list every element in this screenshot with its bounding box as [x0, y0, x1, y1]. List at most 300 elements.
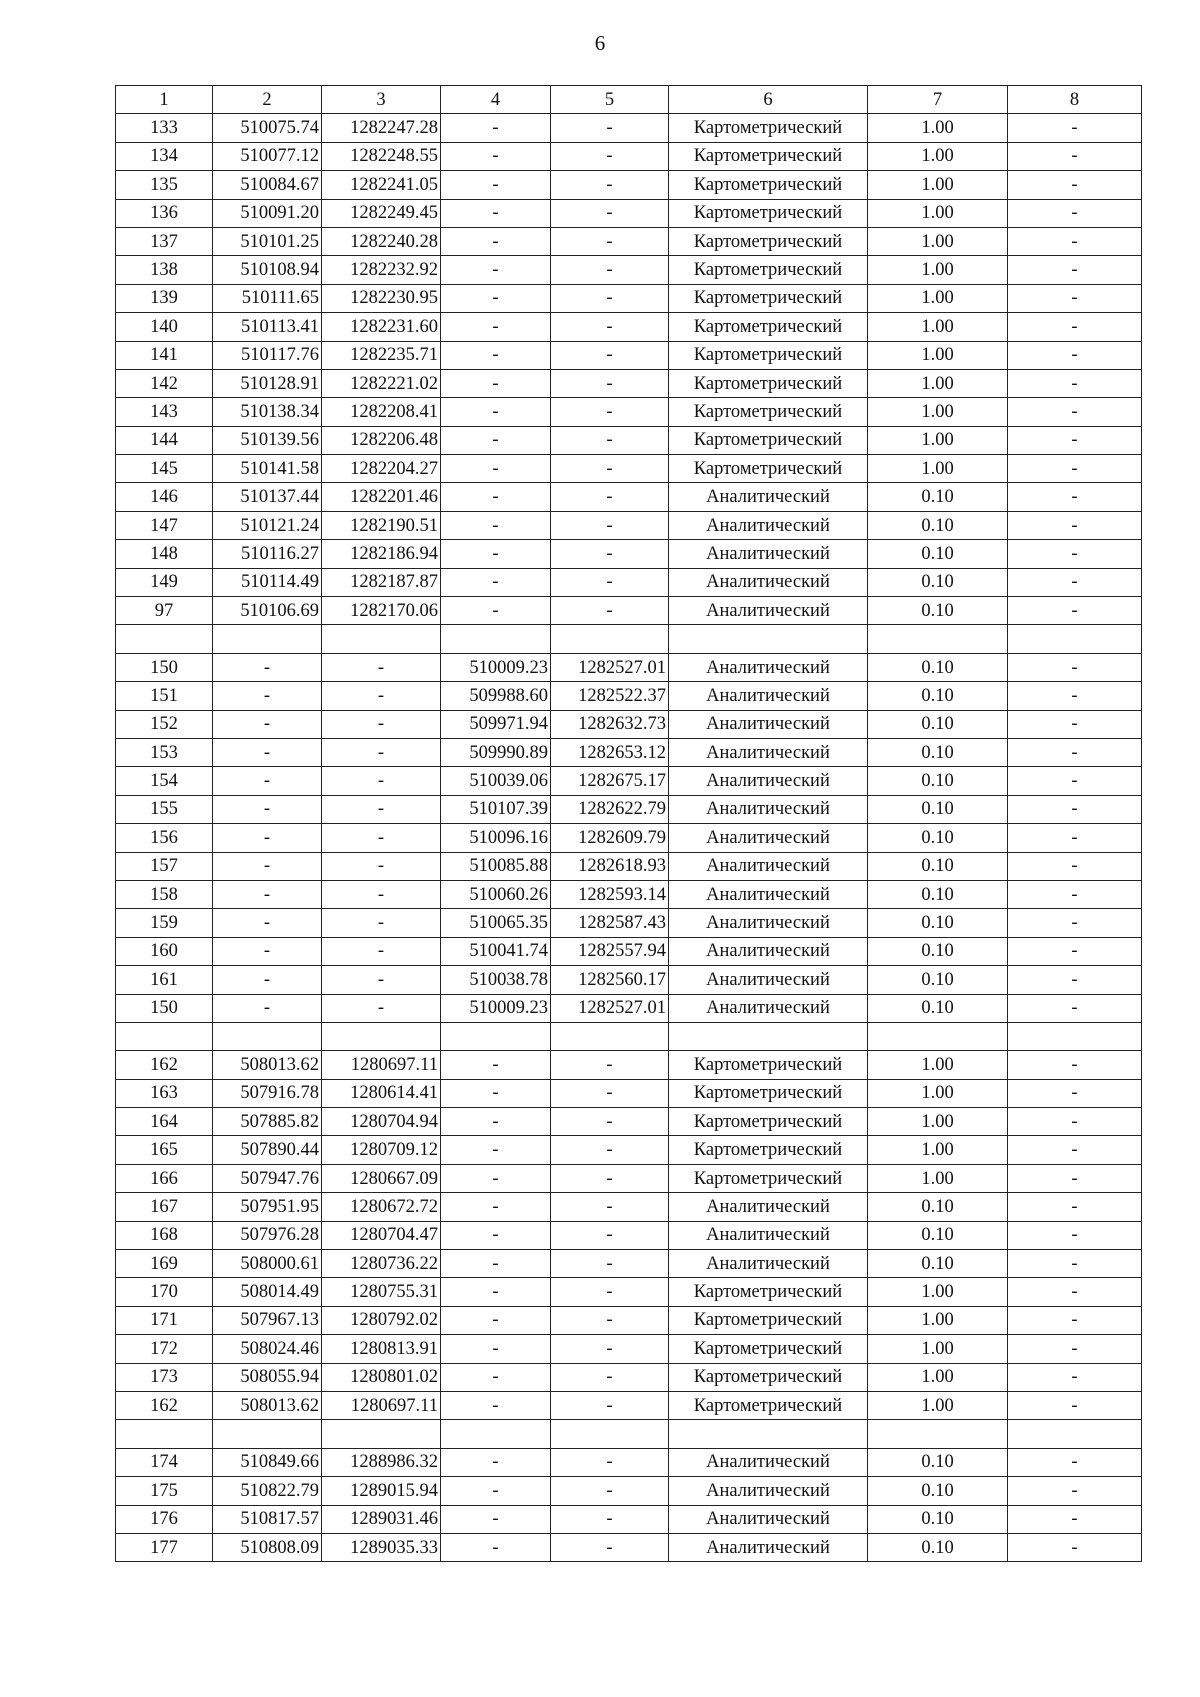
cell-new-x: -: [441, 1477, 551, 1505]
cell-new-x: -: [441, 1108, 551, 1136]
column-header-point-number: 1: [116, 86, 213, 114]
cell-new-x: -: [441, 1250, 551, 1278]
table-row: [116, 1164, 1142, 1192]
cell-point-number: 97: [116, 597, 213, 625]
cell-accuracy: 0.10: [868, 597, 1008, 625]
cell-description: -: [1008, 483, 1142, 511]
cell-existing-y: -: [322, 852, 441, 880]
cell-existing-y: 1289015.94: [322, 1477, 441, 1505]
cell-existing-x: 508013.62: [213, 1391, 322, 1419]
cell-new-y: -: [551, 568, 669, 596]
cell-new-y: -: [551, 1108, 669, 1136]
cell-method: Аналитический: [669, 511, 868, 539]
cell-new-x: -: [441, 1193, 551, 1221]
cell-new-x: -: [441, 1278, 551, 1306]
cell-existing-x: -: [213, 738, 322, 766]
table-row: [116, 1051, 1142, 1079]
cell-description: -: [1008, 1391, 1142, 1419]
cell-existing-x: 510084.67: [213, 171, 322, 199]
cell-description: -: [1008, 795, 1142, 823]
cell-new-y: 1282557.94: [551, 937, 669, 965]
cell-description: -: [1008, 767, 1142, 795]
cell-accuracy: 0.10: [868, 540, 1008, 568]
cell-description: -: [1008, 937, 1142, 965]
cell-new-x: -: [441, 1306, 551, 1334]
table-row: [116, 937, 1142, 965]
cell-accuracy: 0.10: [868, 511, 1008, 539]
cell-existing-y: -: [322, 880, 441, 908]
cell-new-x: -: [441, 597, 551, 625]
cell-point-number: 143: [116, 398, 213, 426]
cell-new-x: -: [441, 1363, 551, 1391]
cell-existing-y: 1282170.06: [322, 597, 441, 625]
cell-description: -: [1008, 455, 1142, 483]
cell-accuracy: 0.10: [868, 483, 1008, 511]
cell-existing-x: -: [213, 994, 322, 1022]
cell-new-y: -: [551, 369, 669, 397]
cell-point-number: 148: [116, 540, 213, 568]
cell-existing-x: 508000.61: [213, 1250, 322, 1278]
cell-accuracy: 0.10: [868, 738, 1008, 766]
cell-new-x: 510060.26: [441, 880, 551, 908]
cell-existing-x: 510808.09: [213, 1533, 322, 1561]
cell-existing-y: 1280614.41: [322, 1079, 441, 1107]
cell-point-number: 141: [116, 341, 213, 369]
cell-method: Аналитический: [669, 738, 868, 766]
cell-new-y: -: [551, 313, 669, 341]
cell-new-y: 1282587.43: [551, 909, 669, 937]
cell-existing-x: -: [213, 653, 322, 681]
cell-description: -: [1008, 114, 1142, 142]
cell-accuracy: 0.10: [868, 1193, 1008, 1221]
cell-existing-y: 1282247.28: [322, 114, 441, 142]
cell-new-x: -: [441, 227, 551, 255]
cell-accuracy: 1.00: [868, 455, 1008, 483]
cell-new-y: -: [551, 398, 669, 426]
cell-existing-y: 1282208.41: [322, 398, 441, 426]
cell-existing-x: 510822.79: [213, 1477, 322, 1505]
cell-accuracy: 0.10: [868, 966, 1008, 994]
cell-description: -: [1008, 1278, 1142, 1306]
cell-method: Картометрический: [669, 142, 868, 170]
table-row: [116, 398, 1142, 426]
cell-point-number: 162: [116, 1391, 213, 1419]
cell-existing-x: -: [213, 795, 322, 823]
cell-existing-y: 1280801.02: [322, 1363, 441, 1391]
cell-method: Картометрический: [669, 313, 868, 341]
cell-existing-x: -: [213, 937, 322, 965]
cell-existing-x: -: [213, 880, 322, 908]
cell-existing-y: [322, 1022, 441, 1050]
cell-existing-y: 1280736.22: [322, 1250, 441, 1278]
cell-new-y: -: [551, 1221, 669, 1249]
cell-new-y: 1282622.79: [551, 795, 669, 823]
cell-new-y: -: [551, 1079, 669, 1107]
cell-new-x: 510085.88: [441, 852, 551, 880]
cell-existing-x: 510111.65: [213, 284, 322, 312]
cell-new-y: [551, 1420, 669, 1448]
table-row: [116, 852, 1142, 880]
cell-description: -: [1008, 1505, 1142, 1533]
cell-new-y: 1282632.73: [551, 710, 669, 738]
cell-point-number: 172: [116, 1335, 213, 1363]
cell-existing-x: 510077.12: [213, 142, 322, 170]
cell-description: -: [1008, 738, 1142, 766]
cell-existing-x: 510141.58: [213, 455, 322, 483]
table-row: [116, 1221, 1142, 1249]
cell-new-x: 510041.74: [441, 937, 551, 965]
cell-existing-x: -: [213, 824, 322, 852]
column-header-new-y: 5: [551, 86, 669, 114]
cell-existing-x: 510849.66: [213, 1448, 322, 1476]
cell-existing-y: 1282186.94: [322, 540, 441, 568]
cell-description: -: [1008, 966, 1142, 994]
cell-new-x: -: [441, 171, 551, 199]
table-row: [116, 795, 1142, 823]
cell-method: Картометрический: [669, 455, 868, 483]
cell-method: Картометрический: [669, 1335, 868, 1363]
cell-new-x: -: [441, 114, 551, 142]
cell-existing-y: -: [322, 738, 441, 766]
cell-new-y: -: [551, 511, 669, 539]
cell-new-y: -: [551, 1250, 669, 1278]
cell-method: Картометрический: [669, 199, 868, 227]
cell-new-y: -: [551, 1477, 669, 1505]
cell-accuracy: 1.00: [868, 1335, 1008, 1363]
cell-point-number: 174: [116, 1448, 213, 1476]
table-row: [116, 483, 1142, 511]
cell-existing-x: 508024.46: [213, 1335, 322, 1363]
cell-new-y: 1282653.12: [551, 738, 669, 766]
cell-new-x: -: [441, 398, 551, 426]
cell-existing-x: 510113.41: [213, 313, 322, 341]
cell-method: Аналитический: [669, 540, 868, 568]
cell-new-x: -: [441, 483, 551, 511]
cell-point-number: 135: [116, 171, 213, 199]
cell-description: -: [1008, 1448, 1142, 1476]
cell-new-y: 1282618.93: [551, 852, 669, 880]
cell-accuracy: [868, 1420, 1008, 1448]
cell-existing-x: 510114.49: [213, 568, 322, 596]
cell-method: Аналитический: [669, 1505, 868, 1533]
table-row: [116, 1193, 1142, 1221]
table-row: [116, 1108, 1142, 1136]
cell-point-number: 167: [116, 1193, 213, 1221]
cell-description: -: [1008, 1136, 1142, 1164]
cell-new-x: [441, 1022, 551, 1050]
cell-new-x: -: [441, 284, 551, 312]
cell-description: -: [1008, 909, 1142, 937]
cell-method: Картометрический: [669, 1278, 868, 1306]
cell-new-y: -: [551, 199, 669, 227]
table-row: [116, 966, 1142, 994]
cell-method: Аналитический: [669, 937, 868, 965]
table-row: [116, 568, 1142, 596]
cell-existing-y: 1282204.27: [322, 455, 441, 483]
cell-existing-y: [322, 625, 441, 653]
cell-existing-y: 1282249.45: [322, 199, 441, 227]
cell-accuracy: 1.00: [868, 426, 1008, 454]
cell-new-y: 1282593.14: [551, 880, 669, 908]
table-row-blank: [116, 1022, 1142, 1050]
cell-accuracy: 1.00: [868, 1051, 1008, 1079]
cell-existing-x: 510106.69: [213, 597, 322, 625]
cell-description: -: [1008, 341, 1142, 369]
cell-method: Картометрический: [669, 114, 868, 142]
table-row: [116, 1335, 1142, 1363]
cell-point-number: 157: [116, 852, 213, 880]
cell-new-y: 1282560.17: [551, 966, 669, 994]
coordinates-table: [115, 85, 1142, 1562]
cell-accuracy: 0.10: [868, 994, 1008, 1022]
cell-existing-y: -: [322, 682, 441, 710]
cell-accuracy: 1.00: [868, 114, 1008, 142]
cell-accuracy: 0.10: [868, 767, 1008, 795]
table-row: [116, 369, 1142, 397]
cell-new-x: [441, 1420, 551, 1448]
cell-description: [1008, 625, 1142, 653]
cell-existing-x: 510108.94: [213, 256, 322, 284]
cell-method: Картометрический: [669, 369, 868, 397]
cell-existing-y: 1280667.09: [322, 1164, 441, 1192]
cell-new-x: -: [441, 369, 551, 397]
cell-new-y: [551, 625, 669, 653]
cell-description: -: [1008, 1363, 1142, 1391]
cell-new-x: -: [441, 313, 551, 341]
table-row: [116, 653, 1142, 681]
cell-method: Аналитический: [669, 568, 868, 596]
cell-point-number: 165: [116, 1136, 213, 1164]
cell-new-x: -: [441, 1164, 551, 1192]
cell-new-x: 510009.23: [441, 653, 551, 681]
cell-method: Картометрический: [669, 1164, 868, 1192]
cell-new-x: 510107.39: [441, 795, 551, 823]
cell-new-x: -: [441, 540, 551, 568]
cell-existing-y: 1289035.33: [322, 1533, 441, 1561]
cell-point-number: 140: [116, 313, 213, 341]
cell-new-x: 510039.06: [441, 767, 551, 795]
cell-description: -: [1008, 824, 1142, 852]
cell-new-x: 509988.60: [441, 682, 551, 710]
table-row-blank: [116, 1420, 1142, 1448]
table-row: [116, 880, 1142, 908]
cell-description: -: [1008, 994, 1142, 1022]
cell-point-number: 161: [116, 966, 213, 994]
cell-existing-y: 1280709.12: [322, 1136, 441, 1164]
table-row: [116, 227, 1142, 255]
cell-accuracy: 1.00: [868, 1391, 1008, 1419]
table-row: [116, 1505, 1142, 1533]
cell-method: Аналитический: [669, 767, 868, 795]
cell-accuracy: 1.00: [868, 341, 1008, 369]
cell-description: -: [1008, 852, 1142, 880]
cell-existing-y: 1280704.47: [322, 1221, 441, 1249]
cell-existing-y: 1280697.11: [322, 1051, 441, 1079]
cell-method: Картометрический: [669, 1136, 868, 1164]
cell-accuracy: 0.10: [868, 1221, 1008, 1249]
cell-description: -: [1008, 1164, 1142, 1192]
cell-new-y: 1282527.01: [551, 994, 669, 1022]
cell-existing-x: 510138.34: [213, 398, 322, 426]
cell-existing-y: 1280792.02: [322, 1306, 441, 1334]
cell-point-number: 145: [116, 455, 213, 483]
cell-description: -: [1008, 511, 1142, 539]
table-row: [116, 313, 1142, 341]
cell-accuracy: 1.00: [868, 199, 1008, 227]
cell-method: Картометрический: [669, 398, 868, 426]
cell-accuracy: 1.00: [868, 284, 1008, 312]
cell-method: Аналитический: [669, 483, 868, 511]
table-row: [116, 1448, 1142, 1476]
cell-description: -: [1008, 1477, 1142, 1505]
table-row: [116, 426, 1142, 454]
table-row: [116, 341, 1142, 369]
cell-new-x: -: [441, 1505, 551, 1533]
column-header-existing-y: 3: [322, 86, 441, 114]
cell-new-x: -: [441, 1221, 551, 1249]
cell-accuracy: 1.00: [868, 369, 1008, 397]
cell-existing-x: 510117.76: [213, 341, 322, 369]
cell-existing-x: 510091.20: [213, 199, 322, 227]
cell-description: -: [1008, 880, 1142, 908]
cell-new-x: -: [441, 1136, 551, 1164]
cell-existing-y: 1282201.46: [322, 483, 441, 511]
cell-method: [669, 1022, 868, 1050]
cell-point-number: [116, 625, 213, 653]
cell-point-number: 159: [116, 909, 213, 937]
cell-existing-y: 1280813.91: [322, 1335, 441, 1363]
cell-accuracy: 0.10: [868, 824, 1008, 852]
cell-accuracy: 1.00: [868, 1278, 1008, 1306]
cell-existing-x: 507885.82: [213, 1108, 322, 1136]
cell-existing-y: 1282231.60: [322, 313, 441, 341]
cell-description: -: [1008, 1250, 1142, 1278]
cell-accuracy: 1.00: [868, 227, 1008, 255]
cell-new-y: -: [551, 1391, 669, 1419]
cell-method: Картометрический: [669, 284, 868, 312]
cell-accuracy: 1.00: [868, 1363, 1008, 1391]
cell-existing-y: 1282235.71: [322, 341, 441, 369]
table-row: [116, 1391, 1142, 1419]
cell-new-y: -: [551, 114, 669, 142]
cell-method: Картометрический: [669, 341, 868, 369]
cell-description: -: [1008, 398, 1142, 426]
cell-existing-x: -: [213, 682, 322, 710]
cell-new-x: -: [441, 142, 551, 170]
table-body: [116, 114, 1142, 1562]
cell-point-number: 176: [116, 1505, 213, 1533]
cell-method: Аналитический: [669, 682, 868, 710]
cell-description: -: [1008, 1306, 1142, 1334]
cell-new-x: -: [441, 511, 551, 539]
cell-accuracy: 0.10: [868, 1477, 1008, 1505]
cell-existing-x: 507947.76: [213, 1164, 322, 1192]
cell-accuracy: 0.10: [868, 909, 1008, 937]
header-row: [116, 86, 1142, 114]
table-row: [116, 994, 1142, 1022]
cell-method: Аналитический: [669, 1448, 868, 1476]
cell-accuracy: 1.00: [868, 1079, 1008, 1107]
cell-point-number: 133: [116, 114, 213, 142]
cell-method: Аналитический: [669, 852, 868, 880]
cell-existing-x: 508014.49: [213, 1278, 322, 1306]
cell-description: -: [1008, 1221, 1142, 1249]
cell-description: -: [1008, 1193, 1142, 1221]
cell-new-x: -: [441, 341, 551, 369]
cell-point-number: 173: [116, 1363, 213, 1391]
cell-point-number: 152: [116, 710, 213, 738]
cell-point-number: 144: [116, 426, 213, 454]
cell-method: Картометрический: [669, 227, 868, 255]
cell-accuracy: 0.10: [868, 880, 1008, 908]
table-row: [116, 114, 1142, 142]
cell-description: -: [1008, 369, 1142, 397]
cell-existing-x: 510116.27: [213, 540, 322, 568]
cell-new-y: -: [551, 142, 669, 170]
cell-new-x: -: [441, 568, 551, 596]
cell-point-number: 137: [116, 227, 213, 255]
cell-point-number: 168: [116, 1221, 213, 1249]
table-row: [116, 511, 1142, 539]
cell-point-number: 169: [116, 1250, 213, 1278]
cell-method: Аналитический: [669, 824, 868, 852]
cell-method: Картометрический: [669, 256, 868, 284]
cell-point-number: 134: [116, 142, 213, 170]
cell-accuracy: 0.10: [868, 852, 1008, 880]
cell-point-number: 166: [116, 1164, 213, 1192]
cell-point-number: 175: [116, 1477, 213, 1505]
cell-point-number: 154: [116, 767, 213, 795]
cell-description: -: [1008, 653, 1142, 681]
cell-new-y: -: [551, 1306, 669, 1334]
cell-new-x: -: [441, 1448, 551, 1476]
cell-point-number: 139: [116, 284, 213, 312]
cell-accuracy: 0.10: [868, 1250, 1008, 1278]
column-header-accuracy: 7: [868, 86, 1008, 114]
cell-description: -: [1008, 227, 1142, 255]
table-row: [116, 1136, 1142, 1164]
cell-new-y: 1282675.17: [551, 767, 669, 795]
cell-existing-y: 1280755.31: [322, 1278, 441, 1306]
cell-existing-x: -: [213, 767, 322, 795]
cell-accuracy: [868, 1022, 1008, 1050]
cell-new-x: -: [441, 1391, 551, 1419]
cell-description: -: [1008, 284, 1142, 312]
table-row: [116, 597, 1142, 625]
table-row: [116, 1363, 1142, 1391]
cell-new-x: [441, 625, 551, 653]
cell-new-y: -: [551, 1193, 669, 1221]
cell-description: [1008, 1022, 1142, 1050]
cell-point-number: 150: [116, 653, 213, 681]
cell-accuracy: 0.10: [868, 653, 1008, 681]
cell-method: Аналитический: [669, 597, 868, 625]
table-row: [116, 824, 1142, 852]
table-row: [116, 1278, 1142, 1306]
table-row-blank: [116, 625, 1142, 653]
cell-existing-x: -: [213, 966, 322, 994]
cell-existing-y: [322, 1420, 441, 1448]
table-row: [116, 682, 1142, 710]
cell-description: -: [1008, 568, 1142, 596]
cell-method: Аналитический: [669, 1533, 868, 1561]
cell-existing-x: -: [213, 852, 322, 880]
cell-method: Аналитический: [669, 653, 868, 681]
cell-method: Картометрический: [669, 1363, 868, 1391]
column-header-existing-x: 2: [213, 86, 322, 114]
cell-existing-x: 507976.28: [213, 1221, 322, 1249]
cell-new-y: -: [551, 597, 669, 625]
